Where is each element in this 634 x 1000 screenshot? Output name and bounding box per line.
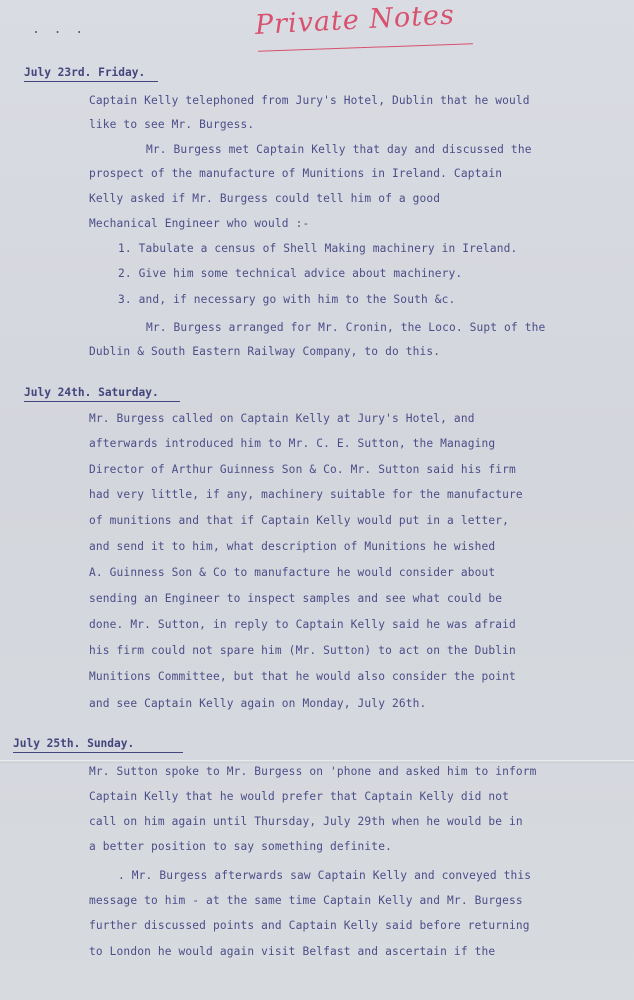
text-line: Mr. Sutton spoke to Mr. Burgess on 'phone and asked him to inform — [89, 765, 537, 778]
text-line: to London he would again visit Belfast and ascertain if the — [89, 945, 496, 958]
text-line: and send it to him, what description of Munitions he wished — [89, 540, 496, 553]
text-line: Captain Kelly that he would prefer that Captain Kelly did not — [89, 790, 510, 803]
text-line: and see Captain Kelly again on Monday, July 26th. — [89, 697, 427, 710]
text-line: Mr. Burgess met Captain Kelly that day and discussed the — [146, 143, 532, 156]
text-line: call on him again until Thursday, July 29th when he would be in — [89, 815, 523, 828]
text-line: Munitions Committee, but that he would also consider the point — [89, 670, 516, 683]
text-line: A. Guinness Son & Co to manufacture he would consider about — [89, 566, 496, 579]
text-line: sending an Engineer to inspect samples and see what could be — [89, 592, 503, 605]
heading-underline — [24, 81, 158, 82]
text-line: message to him - at the same time Captain Kelly and Mr. Burgess — [89, 894, 523, 907]
text-line: afterwards introduced him to Mr. C. E. Sutton, the Managing — [89, 437, 496, 450]
text-line: had very little, if any, machinery suitable for the manufacture — [89, 488, 523, 501]
text-line: further discussed points and Captain Kelly said before returning — [89, 919, 530, 932]
entry-heading-july-23: July 23rd. Friday. — [24, 66, 146, 79]
entry-heading-july-24: July 24th. Saturday. — [24, 386, 159, 399]
list-item: 1. Tabulate a census of Shell Making machinery in Ireland. — [118, 242, 518, 255]
heading-underline — [13, 752, 183, 753]
text-line: . Mr. Burgess afterwards saw Captain Kelly and conveyed this — [118, 869, 532, 882]
heading-underline — [24, 401, 180, 402]
text-line: Dublin & South Eastern Railway Company, to do this. — [89, 345, 441, 358]
text-line: done. Mr. Sutton, in reply to Captain Kelly said he was afraid — [89, 618, 516, 631]
text-line: Mechanical Engineer who would :- — [89, 217, 310, 230]
list-item: 2. Give him some technical advice about machinery. — [118, 267, 463, 280]
text-line: like to see Mr. Burgess. — [89, 118, 255, 131]
text-line: of munitions and that if Captain Kelly would put in a letter, — [89, 514, 510, 527]
paper-fold — [0, 760, 634, 763]
text-line: Mr. Burgess called on Captain Kelly at Jury's Hotel, and — [89, 412, 475, 425]
text-line: Director of Arthur Guinness Son & Co. Mr. Sutton said his firm — [89, 463, 516, 476]
text-line: Captain Kelly telephoned from Jury's Hotel, Dublin that he would — [89, 94, 530, 107]
handwritten-underline — [258, 43, 473, 52]
text-line: Mr. Burgess arranged for Mr. Cronin, the Loco. Supt of the — [146, 321, 546, 334]
text-line: prospect of the manufacture of Munitions in Ireland. Captain — [89, 167, 503, 180]
entry-heading-july-25: July 25th. Sunday. — [13, 737, 135, 750]
text-line: his firm could not spare him (Mr. Sutton) to act on the Dublin — [89, 644, 516, 657]
list-item: 3. and, if necessary go with him to the South &c. — [118, 293, 456, 306]
text-line: a better position to say something definite. — [89, 840, 392, 853]
handwritten-title: Private Notes — [254, 0, 456, 41]
text-line: Kelly asked if Mr. Burgess could tell him of a good — [89, 192, 441, 205]
margin-mark: . . . — [32, 22, 87, 37]
